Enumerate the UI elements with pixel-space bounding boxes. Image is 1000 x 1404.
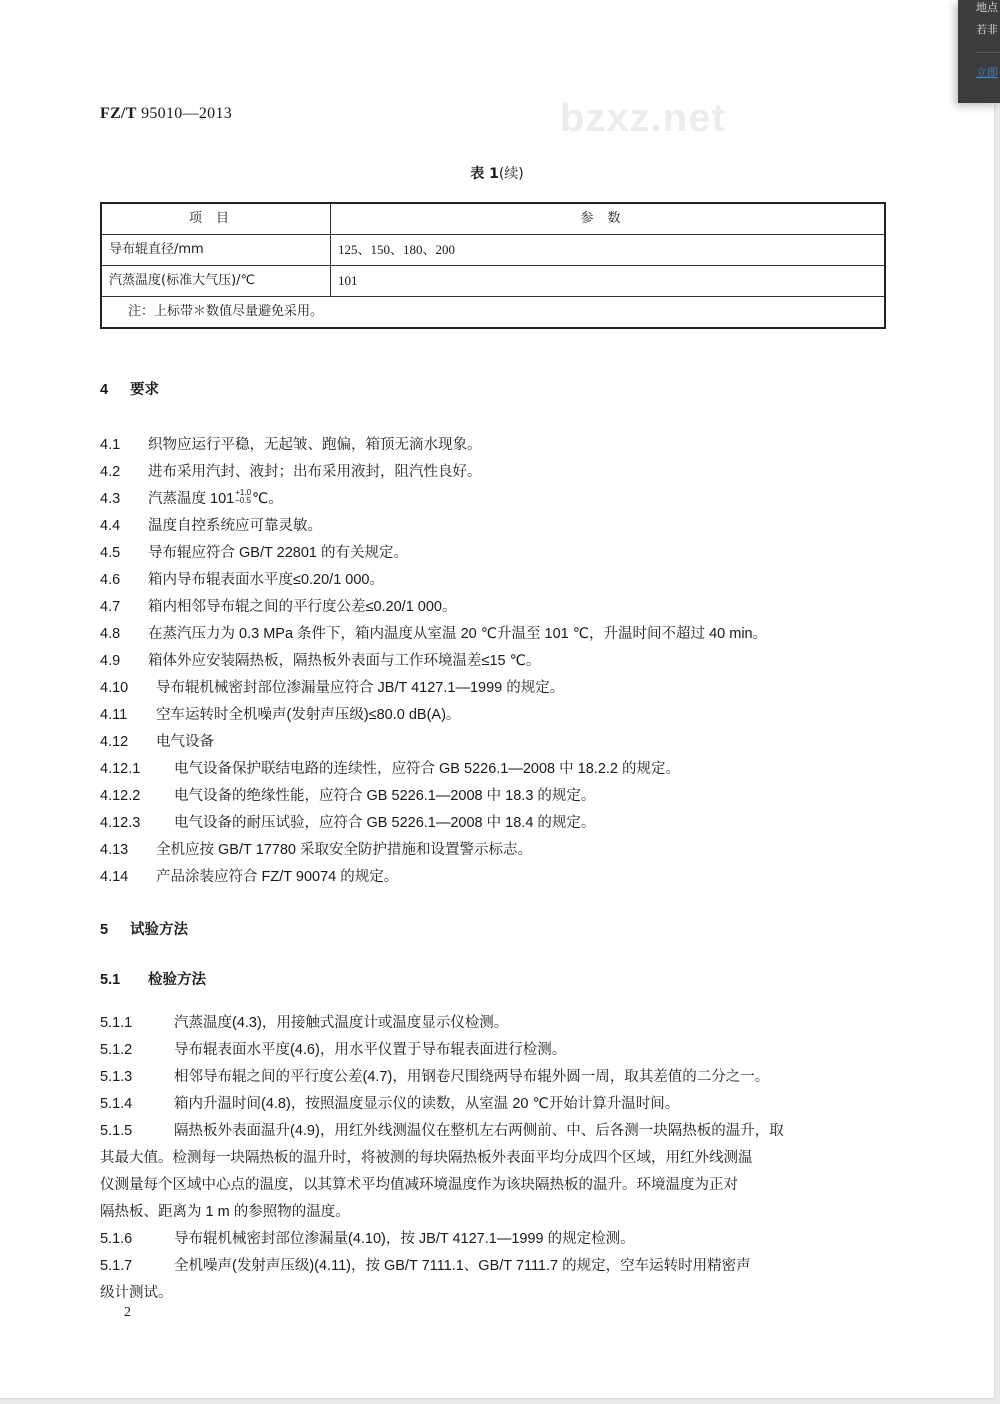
clause-text: 空车运转时全机噪声(发射声压级)≤80.0 dB(A)。 — [156, 707, 461, 723]
table-caption — [0, 164, 994, 184]
table-caption-suffix: (续) — [498, 166, 524, 182]
clause-number: 4.6 — [100, 572, 121, 588]
clause-continuation: 隔热板、距离为 1 m 的参照物的温度。 — [100, 1204, 350, 1220]
clause-text: 导布辊机械密封部位渗漏量(4.10)，按 JB/T 4127.1—1999 的规定检测。 — [174, 1231, 635, 1247]
clause-text: 隔热板外表面温升(4.9)，用红外线测温仪在整机左右两侧前、中、后各测一块隔热板的温升，取 — [174, 1123, 784, 1139]
section-heading — [100, 920, 188, 940]
clause — [100, 1094, 679, 1114]
clause-number: 4.14 — [100, 869, 129, 885]
section-heading — [100, 970, 206, 990]
clause-number: 4.12.3 — [100, 815, 141, 831]
section-heading — [100, 380, 159, 400]
clause-number: 4.7 — [100, 599, 121, 615]
popup-action-link[interactable]: 立即 — [976, 66, 998, 79]
clause-number: 5.1.5 — [100, 1123, 133, 1139]
tolerance-lower: −0.5 — [235, 496, 252, 506]
clause — [100, 489, 283, 509]
table-caption-label: 表 1 — [470, 166, 499, 182]
clause-continuation: 其最大值。检测每一块隔热板的温升时，将被测的每块隔热板外表面平均分成四个区域，用红外线测温 — [100, 1150, 753, 1166]
clause-number: 4.12.1 — [100, 761, 141, 777]
watermark: bzxz.net — [560, 96, 726, 140]
clause-text: 导布辊机械密封部位渗漏量应符合 JB/T 4127.1—1999 的规定。 — [156, 680, 565, 696]
table-note-row — [101, 297, 885, 329]
standard-code — [100, 104, 232, 124]
clause — [100, 813, 595, 833]
clause — [100, 1040, 566, 1060]
clause — [100, 435, 482, 455]
clause — [100, 516, 322, 536]
clause-text: 导布辊应符合 GB/T 22801 的有关规定。 — [148, 545, 408, 561]
clause — [100, 678, 564, 698]
clause — [100, 1229, 635, 1249]
standard-code-prefix: FZ/T — [100, 105, 137, 122]
table-note: 注：上标带＊数值尽量避免采用。 — [101, 297, 885, 329]
section-title: 检验方法 — [148, 972, 206, 988]
clause-text: 电气设备的耐压试验，应符合 GB 5226.1—2008 中 18.4 的规定。 — [174, 815, 596, 831]
clause-continuation: 仪测量每个区域中心点的温度，以其算术平均值减环境温度作为该块隔热板的温升。环境温度为正对 — [100, 1177, 738, 1193]
section-title: 要求 — [130, 382, 159, 398]
section-title: 试验方法 — [130, 922, 188, 938]
clause-text: ℃。 — [252, 491, 283, 507]
clause-number: 5.1.6 — [100, 1231, 133, 1247]
clause-text: 汽蒸温度(4.3)，用接触式温度计或温度显示仪检测。 — [174, 1015, 509, 1031]
clause-number: 4.12 — [100, 734, 129, 750]
clause — [100, 867, 398, 887]
clause-number: 4.12.2 — [100, 788, 141, 804]
clause-number: 5 — [100, 922, 109, 938]
clause — [100, 462, 482, 482]
table-cell-item: 汽蒸温度(标准大气压)/℃ — [101, 266, 331, 297]
clause — [100, 1067, 769, 1087]
clause-text: 相邻导布辊之间的平行度公差(4.7)，用钢卷尺围绕两导布辊外圆一周，取其差值的二分之一。 — [174, 1069, 770, 1085]
clause-text: 温度自控系统应可靠灵敏。 — [148, 518, 322, 534]
clause-text: 汽蒸温度 101 — [148, 491, 235, 507]
clause-number: 4.3 — [100, 491, 121, 507]
clause-text: 箱内相邻导布辊之间的平行度公差≤0.20/1 000。 — [148, 599, 457, 615]
clause — [100, 597, 457, 617]
clause-number: 4 — [100, 382, 109, 398]
clause-number: 4.13 — [100, 842, 129, 858]
clause — [100, 1256, 751, 1276]
table-header-row — [101, 203, 885, 235]
clause-number: 4.11 — [100, 707, 128, 723]
clause-number: 4.10 — [100, 680, 129, 696]
clause — [100, 840, 532, 860]
clause-number: 5.1.7 — [100, 1258, 133, 1274]
clause-number: 5.1.2 — [100, 1042, 133, 1058]
clause-text: 箱内导布辊表面水平度≤0.20/1 000。 — [148, 572, 384, 588]
clause-text: 全机应按 GB/T 17780 采取安全防护措施和设置警示标志。 — [156, 842, 532, 858]
popup-divider — [976, 52, 1000, 53]
clause-number: 5.1.4 — [100, 1096, 133, 1112]
clause — [100, 570, 384, 590]
table-row — [101, 266, 885, 297]
page-number: 2 — [124, 1305, 131, 1320]
clause-number: 4.4 — [100, 518, 121, 534]
clause-number: 5.1.1 — [100, 1015, 133, 1031]
table-row — [101, 235, 885, 266]
clause-number: 4.2 — [100, 464, 121, 480]
clause-number: 4.8 — [100, 626, 121, 642]
clause-text: 电气设备的绝缘性能，应符合 GB 5226.1—2008 中 18.3 的规定。 — [174, 788, 596, 804]
clause — [100, 624, 767, 644]
table-cell-value: 101 — [331, 266, 886, 297]
clause-text: 电气设备 — [156, 734, 214, 750]
popup-text-line: 地点 — [976, 1, 998, 14]
clause-number: 5.1 — [100, 972, 121, 988]
clause — [100, 651, 540, 671]
table-header-item: 项目 — [101, 203, 331, 235]
table-cell-value: 125、150、180、200 — [331, 235, 886, 266]
clause — [100, 732, 214, 752]
body-text — [100, 380, 890, 1300]
notification-popup — [958, 0, 1000, 103]
clause-continuation: 级计测试。 — [100, 1285, 173, 1301]
table-header-value: 参数 — [331, 203, 886, 235]
spec-table — [100, 202, 886, 329]
standard-code-number: 95010—2013 — [141, 105, 233, 122]
tolerance — [235, 489, 251, 505]
clause-number: 4.1 — [100, 437, 121, 453]
clause-text: 箱体外应安装隔热板，隔热板外表面与工作环境温差≤15 ℃。 — [148, 653, 541, 669]
clause-text: 全机噪声(发射声压级)(4.11)，按 GB/T 7111.1、GB/T 7111.7 的规定，空车运转时用精密声 — [174, 1258, 751, 1274]
clause-text: 织物应运行平稳，无起皱、跑偏，箱顶无滴水现象。 — [148, 437, 482, 453]
clause — [100, 759, 680, 779]
tolerance-upper: +1.0 — [235, 488, 252, 498]
clause-text: 导布辊表面水平度(4.6)，用水平仪置于导布辊表面进行检测。 — [174, 1042, 567, 1058]
table-cell-item: 导布辊直径/mm — [101, 235, 331, 266]
clause — [100, 705, 460, 725]
clause-number: 5.1.3 — [100, 1069, 133, 1085]
popup-text-line: 若非 — [976, 23, 998, 36]
clause-text: 在蒸汽压力为 0.3 MPa 条件下，箱内温度从室温 20 ℃升温至 101 ℃，升温时间不超过 40 min。 — [148, 626, 768, 642]
clause — [100, 786, 595, 806]
clause-number: 4.9 — [100, 653, 121, 669]
clause-text: 进布采用汽封、液封；出布采用液封，阻汽性良好。 — [148, 464, 482, 480]
clause — [100, 543, 408, 563]
clause-text: 电气设备保护联结电路的连续性，应符合 GB 5226.1—2008 中 18.2.2 的规定。 — [174, 761, 681, 777]
clause — [100, 1013, 508, 1033]
clause-text: 产品涂装应符合 FZ/T 90074 的规定。 — [156, 869, 399, 885]
clause-text: 箱内升温时间(4.8)，按照温度显示仪的读数，从室温 20 ℃开始计算升温时间。 — [174, 1096, 680, 1112]
clause-number: 4.5 — [100, 545, 121, 561]
clause — [100, 1121, 784, 1141]
